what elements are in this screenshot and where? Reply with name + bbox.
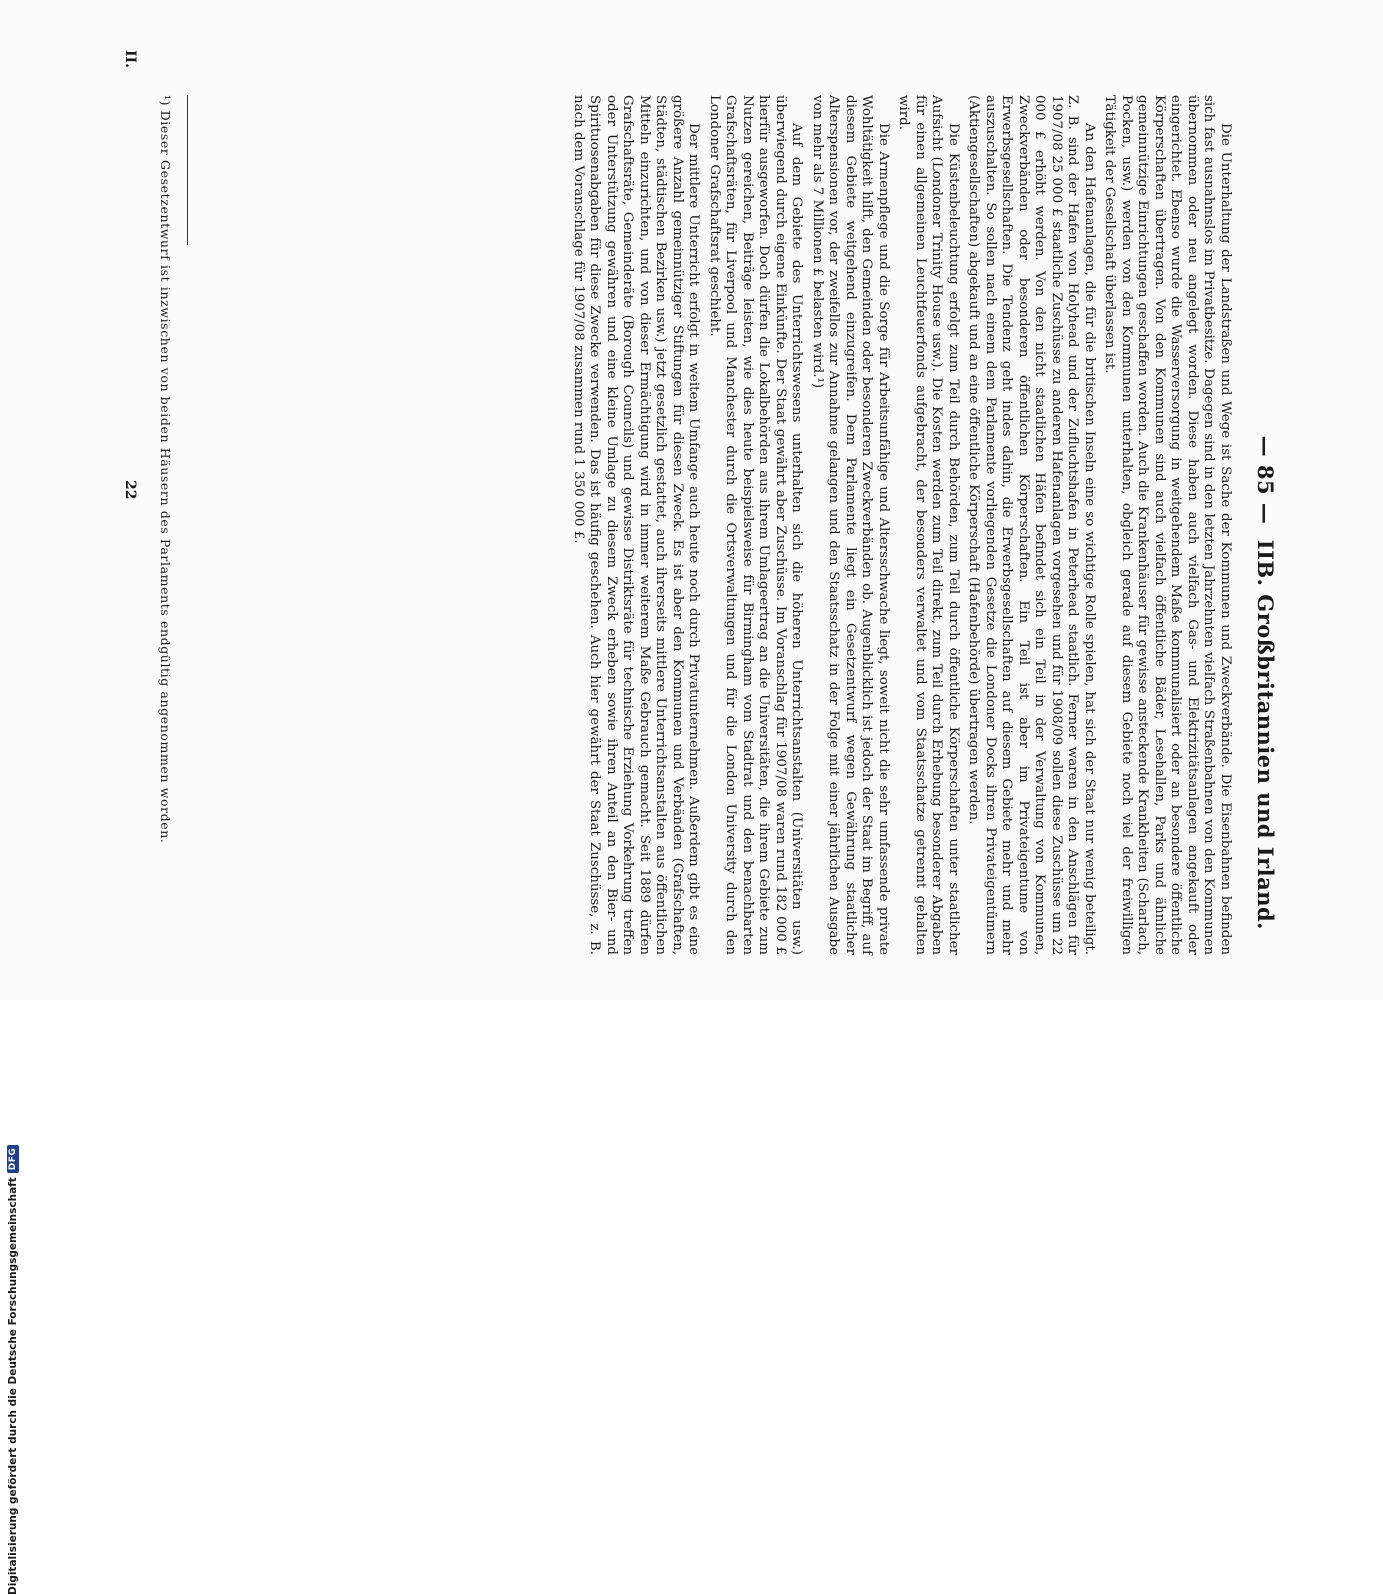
- paragraph: Der mittlere Unterricht erfolgt in weitem Umfange auch heute noch durch Privatunternehmen. Außerdem gibt es eine größere Anzahl gemeinnütziger Stiftungen für diesen Zweck. Es ist aber den Kommunen und Verbänden (Grafschaften, Städten, städtischen Bezirken usw.) jetzt gesetzlich gestattet, auch ihrerseits mittlere Unterrichtsanstalten aus öffentlichen Mitteln einzurichten, und von dieser Ermächtigung wird in immer weiterem Maße Gebrauch gemacht. Seit 1889 dürfen Grafschaftsräte, Gemeinderäte (Borough Councils) und gewisse Distriktsräte für technische Erziehung Vorkehrung treffen oder Unterstützung gewähren und eine kleine Umlage zu diesem Zweck erheben sowie ihren Anteil an den Bier- und Spirituosenabgaben für diese Zwecke verwenden. Das ist häufig geschehen. Auch hier gewährt der Staat Zuschüsse, z. B. nach dem Voranschlage für 1907/08 zusammen rund 1 350 000 £.: [571, 95, 702, 955]
- footnote-divider: [187, 95, 188, 245]
- credit-text: Digitalisierung gefördert durch die Deutsche Forschungsgemeinschaft: [7, 1177, 19, 1595]
- body-text: [566, 95, 1234, 955]
- page-number: — 85 —: [1253, 435, 1278, 525]
- printer-signature: II.: [122, 50, 138, 68]
- paragraph: Die Küstenbeleuchtung erfolgt zum Teil durch Behörden, zum Teil durch öffentliche Körperschaften unter staatlicher Aufsicht (Londoner Trinity House usw.). Die Kosten werden zum Teil direkt, zum Teil durch Erhebung besonderer Abgaben für einen allgemeinen Leuchtfeuerfonds aufgebracht, der besonders verwaltet und vom Staatsschatze getrennt gehalten wird.: [896, 95, 961, 955]
- paragraph: An den Hafenanlagen, die für die britischen Inseln eine so wichtige Rolle spielen, hat sich der Staat nur wenig beteiligt. Z. B. sind der Hafen von Holyhead und der Zufluchtshafen in Peterhead staatlich. Ferner waren in den Anschlägen für 1907/08 25 000 £ staatliche Zuschüsse zu anderen Hafenanlagen vorgesehen und für 1908/09 sollen diese Zuschüsse um 22 000 £ erhöht werden. Von den nicht staatlichen Häfen befindet sich ein Teil in der Verwaltung von Kommunen, Zweckverbänden oder besonderen öffentlichen Körperschaften. Ein Teil ist aber im Privateigentume von Erwerbsgesellschaften. Die Tendenz geht indes dahin, die Erwerbsgesellschaften auf diesem Gebiete mehr und mehr auszuschalten. So sollen nach einem dem Parlamente vorliegenden Gesetze die Londoner Docks ihren Privateigentümern (Aktiengesellschaften) abgekauft und an eine öffentliche Körperschaft (Hafenbehörde) übertragen werden.: [966, 95, 1097, 955]
- sheet-number: 22: [122, 480, 138, 500]
- running-header: [1238, 50, 1278, 930]
- footnote: ¹) Dieser Gesetzentwurf ist inzwischen von beiden Häusern des Parlaments endgültig angenommen worden.: [158, 95, 173, 844]
- section-title: IIB. Großbritannien und Irland.: [1253, 539, 1278, 930]
- paragraph: Die Unterhaltung der Landstraßen und Wege ist Sache der Kommunen und Zweckverbände. Die Eisenbahnen befinden sich fast ausnahmslos im Privatbesitze. Dagegen sind in den letzten Jahrzehnten vielfach Straßenbahnen von den Kommunen übernommen oder neu angelegt worden. Diese haben auch vielfach Gas- und Elektrizitätsanlagen angekauft oder eingerichtet. Ebenso wurde die Wasserversorgung in weitgehendem Maße kommunalisiert oder an besondere öffentliche Körperschaften übertragen. Von den Kommunen sind auch vielfach öffentliche Bäder, Lesehallen, Parks und ähnliche gemeinnützige Einrichtungen geschaffen worden. Auch die Krankenhäuser für gewisse ansteckende Krankheiten (Scharlach, Pocken, usw.) werden von den Kommunen unterhalten, obgleich gerade auf diesem Gebiete noch viel der freiwilligen Tätigkeit der Gesellschaft überlassen ist.: [1102, 95, 1233, 955]
- dfg-logo-icon: DFG: [7, 1145, 19, 1174]
- paragraph: Die Armenpflege und die Sorge für Arbeitsunfähige und Altersschwache liegt, soweit nicht die sehr umfassende private Wohltätigkeit hilft, den Gemeinden oder besonderen Zweckverbänden ob. Augenblicklich ist jedoch der Staat im Begriff, auf diesem Gebiete weitgehend einzugreifen. Dem Parlamente liegt ein Gesetzentwurf wegen Gewährung staatlicher Alterspensionen vor, der zweifellos zur Annahme gelangen und den Staatsschatz in der Folge mit einer jährlichen Ausgabe von mehr als 7 Millionen £ belasten wird.¹): [810, 95, 891, 955]
- funding-credit: [4, 1147, 22, 1595]
- paragraph: Auf dem Gebiete des Unterrichtswesens unterhalten sich die höheren Unterrichtsanstalten (Universitäten usw.) überwiegend durch eigene Einkünfte. Der Staat gewährt aber Zuschüsse. Im Voranschlag für 1907/08 waren rund 182 000 £ hierfür ausgeworfen. Doch dürfen die Lokalbehörden aus ihrem Umlageertrag an die Universitäten, die ihrem Gebiete zum Nutzen gereichen, Beiträge leisten, wie dies heute beispielsweise für Birmingham vom Stadtrat und den benachbarten Grafschaftsräten, für Liverpool und Manchester durch die Ortsverwaltungen und für die London University durch den Londoner Grafschaftsrat geschieht.: [707, 95, 805, 955]
